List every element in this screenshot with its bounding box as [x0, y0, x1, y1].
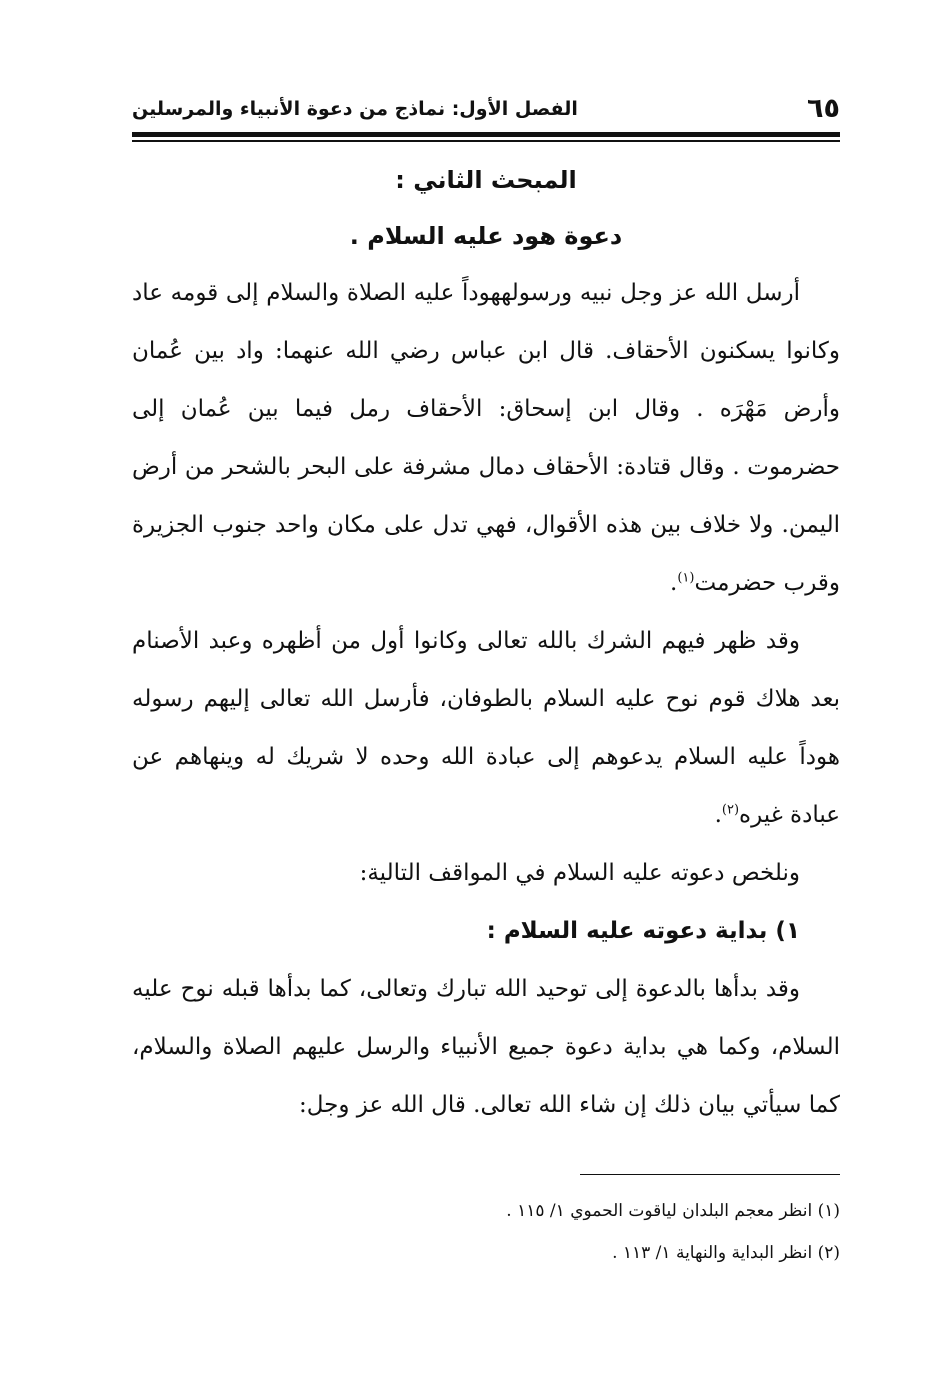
page-number: ٦٥	[807, 93, 840, 124]
subheading-1: ١) بداية دعوته عليه السلام :	[486, 918, 800, 944]
paragraph-2-end: .	[714, 802, 722, 828]
running-header	[132, 92, 840, 128]
section-label: المبحث الثاني :	[395, 166, 577, 194]
paragraph-1-text: أرسل الله عز وجل نبيه ورسولههوداً عليه الصلاة والسلام إلى قومه عاد وكانوا يسكنون الأحقاف. قال ابن عباس رضي الله عنهما: واد بين عُمان وأرض مَهْرَه . وقال ابن إسحاق: الأحقاف رمل فيما بين عُمان إلى حضرموت . وقال قتادة: الأحقاف دمال مشرفة على البحر بالشحر من أرض اليمن. ولا خلاف بين هذه الأقوال، فهي تدل على مكان واحد جنوب الجزيرة وقرب حضرمت	[132, 280, 840, 596]
header-rule-thick	[132, 132, 840, 137]
footnote-1: (١) انظر معجم البلدان لياقوت الحموي ١/ ١١٥ .	[506, 1201, 840, 1221]
chapter-title: الفصل الأول: نماذج من دعوة الأنبياء والمرسلين	[132, 98, 578, 120]
footnote-ref-2: (٢)	[721, 802, 740, 818]
paragraph-1	[132, 264, 840, 612]
main-content	[132, 152, 840, 1134]
paragraph-4: وقد بدأها بالدعوة إلى توحيد الله تبارك وتعالى، كما بدأها قبله نوح عليه السلام، وكما هي بداية دعوة جميع الأنبياء والرسل عليهم الصلاة والسلام، كما سيأتي بيان ذلك إن شاء الله تعالى. قال الله عز وجل:	[132, 976, 840, 1118]
footnote-separator	[580, 1174, 840, 1175]
header-rule-thin	[132, 140, 840, 142]
section-title: دعوة هود عليه السلام .	[349, 222, 623, 250]
paragraph-2-text: وقد ظهر فيهم الشرك بالله تعالى وكانوا أول من أظهره وعبد الأصنام بعد هلاك قوم نوح عليه السلام بالطوفان، فأرسل الله تعالى إليهم رسوله هوداً عليه السلام يدعوهم إلى عبادة الله وحده لا شريك له وينهاهم عن عبادة غيره	[132, 628, 840, 828]
footnote-2: (٢) انظر البداية والنهاية ١/ ١١٣ .	[612, 1243, 840, 1263]
paragraph-1-end: .	[670, 570, 678, 596]
footnotes	[132, 1190, 840, 1274]
paragraph-2	[132, 612, 840, 844]
paragraph-3: ونلخص دعوته عليه السلام في المواقف التالية:	[359, 860, 800, 886]
footnote-ref-1: (١)	[677, 570, 695, 586]
